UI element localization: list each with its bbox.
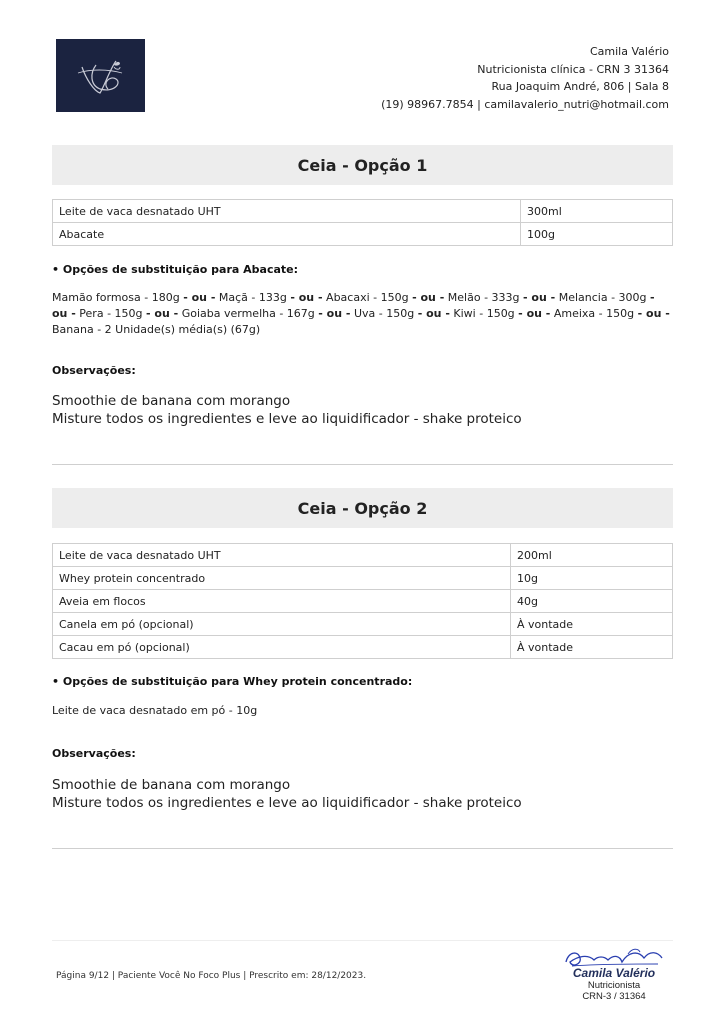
food-name: Cacau em pó (opcional) [53,636,511,659]
table-row [53,590,673,613]
substitution-option: Ameixa - 150g [553,307,635,320]
professional-title: Nutricionista clínica - CRN 3 31364 [477,62,669,76]
observation-line: Smoothie de banana com morango [52,777,291,793]
separator-text: - ou - [318,307,351,320]
meal-title: Ceia - Opção 1 [52,145,673,185]
substitution-option: Melão - 333g [447,291,520,304]
separator-text: - ou - [518,307,551,320]
observation-line: Misture todos os ingredientes e leve ao liquidificador - shake proteico [52,795,522,811]
separator-text: - ou - [412,291,445,304]
food-name: Whey protein concentrado [53,567,511,590]
substitution-option: Kiwi - 150g [453,307,515,320]
separator-text: - ou - [290,291,323,304]
table-row [53,544,673,567]
meal-items-table [52,543,673,659]
substitution-option: Pera - 150g [79,307,143,320]
food-quantity: 100g [521,223,673,246]
observations-text [52,776,673,812]
separator-text: - ou - [183,291,216,304]
meal-title-bar [52,145,673,185]
food-name: Leite de vaca desnatado UHT [53,544,511,567]
substitution-option: Leite de vaca desnatado em pó - 10g [52,704,258,717]
table-row [53,567,673,590]
separator-text: - ou - [637,307,670,320]
table-row [53,200,673,223]
food-name: Canela em pó (opcional) [53,613,511,636]
signature-name: Camila Valério [572,966,656,980]
food-name: Leite de vaca desnatado UHT [53,200,521,223]
food-quantity: À vontade [511,613,673,636]
food-quantity: 10g [511,567,673,590]
professional-info [381,43,669,113]
substitution-option: Maçã - 133g [218,291,287,304]
substitution-option: Abacaxi - 150g [326,291,409,304]
food-name: Aveia em flocos [53,590,511,613]
signature-stamp [558,944,670,1006]
substitution-option: Goiaba vermelha - 167g [181,307,315,320]
table-row [53,613,673,636]
substitution-heading: • Opções de substituição para Abacate: [52,263,299,276]
food-quantity: À vontade [511,636,673,659]
food-quantity: 200ml [511,544,673,567]
table-row [53,636,673,659]
observation-line: Misture todos os ingredientes e leve ao liquidificador - shake proteico [52,411,522,427]
observation-line: Smoothie de banana com morango [52,393,291,409]
substitution-heading: • Opções de substituição para Whey protein concentrado: [52,675,413,688]
food-quantity: 40g [511,590,673,613]
footer-divider [52,940,673,941]
professional-address: Rua Joaquim André, 806 | Sala 8 [491,80,669,93]
separator-text: - ou - [523,291,556,304]
meal-items-table [52,199,673,246]
section-divider [52,464,673,465]
section-divider [52,848,673,849]
table-row [53,223,673,246]
meal-title-bar [52,488,673,528]
separator-text: - ou - [52,291,655,320]
food-quantity: 300ml [521,200,673,223]
substitution-option: Melancia - 300g [558,291,647,304]
substitution-option: Banana - 2 Unidade(s) média(s) (67g) [52,323,261,336]
observations-heading: Observações: [52,364,136,377]
separator-text: - ou - [417,307,450,320]
monogram-logo [56,39,145,112]
observations-heading: Observações: [52,747,136,760]
meal-title: Ceia - Opção 2 [52,488,673,528]
signature-role: Nutricionista [587,980,641,991]
substitution-list [52,703,673,719]
professional-name: Camila Valério [589,45,669,58]
professional-contact: (19) 98967.7854 | camilavalerio_nutri@hotmail.com [381,97,669,111]
footer-text: Página 9/12 | Paciente Você No Foco Plus | Prescrito em: 28/12/2023. [56,971,367,981]
substitution-list [52,290,673,338]
substitution-option: Uva - 150g [353,307,415,320]
substitution-option: Mamão formosa - 180g [52,291,180,304]
signature-crn: CRN-3 / 31364 [582,991,646,1002]
separator-text: - ou - [146,307,179,320]
food-name: Abacate [53,223,521,246]
observations-text [52,392,673,428]
